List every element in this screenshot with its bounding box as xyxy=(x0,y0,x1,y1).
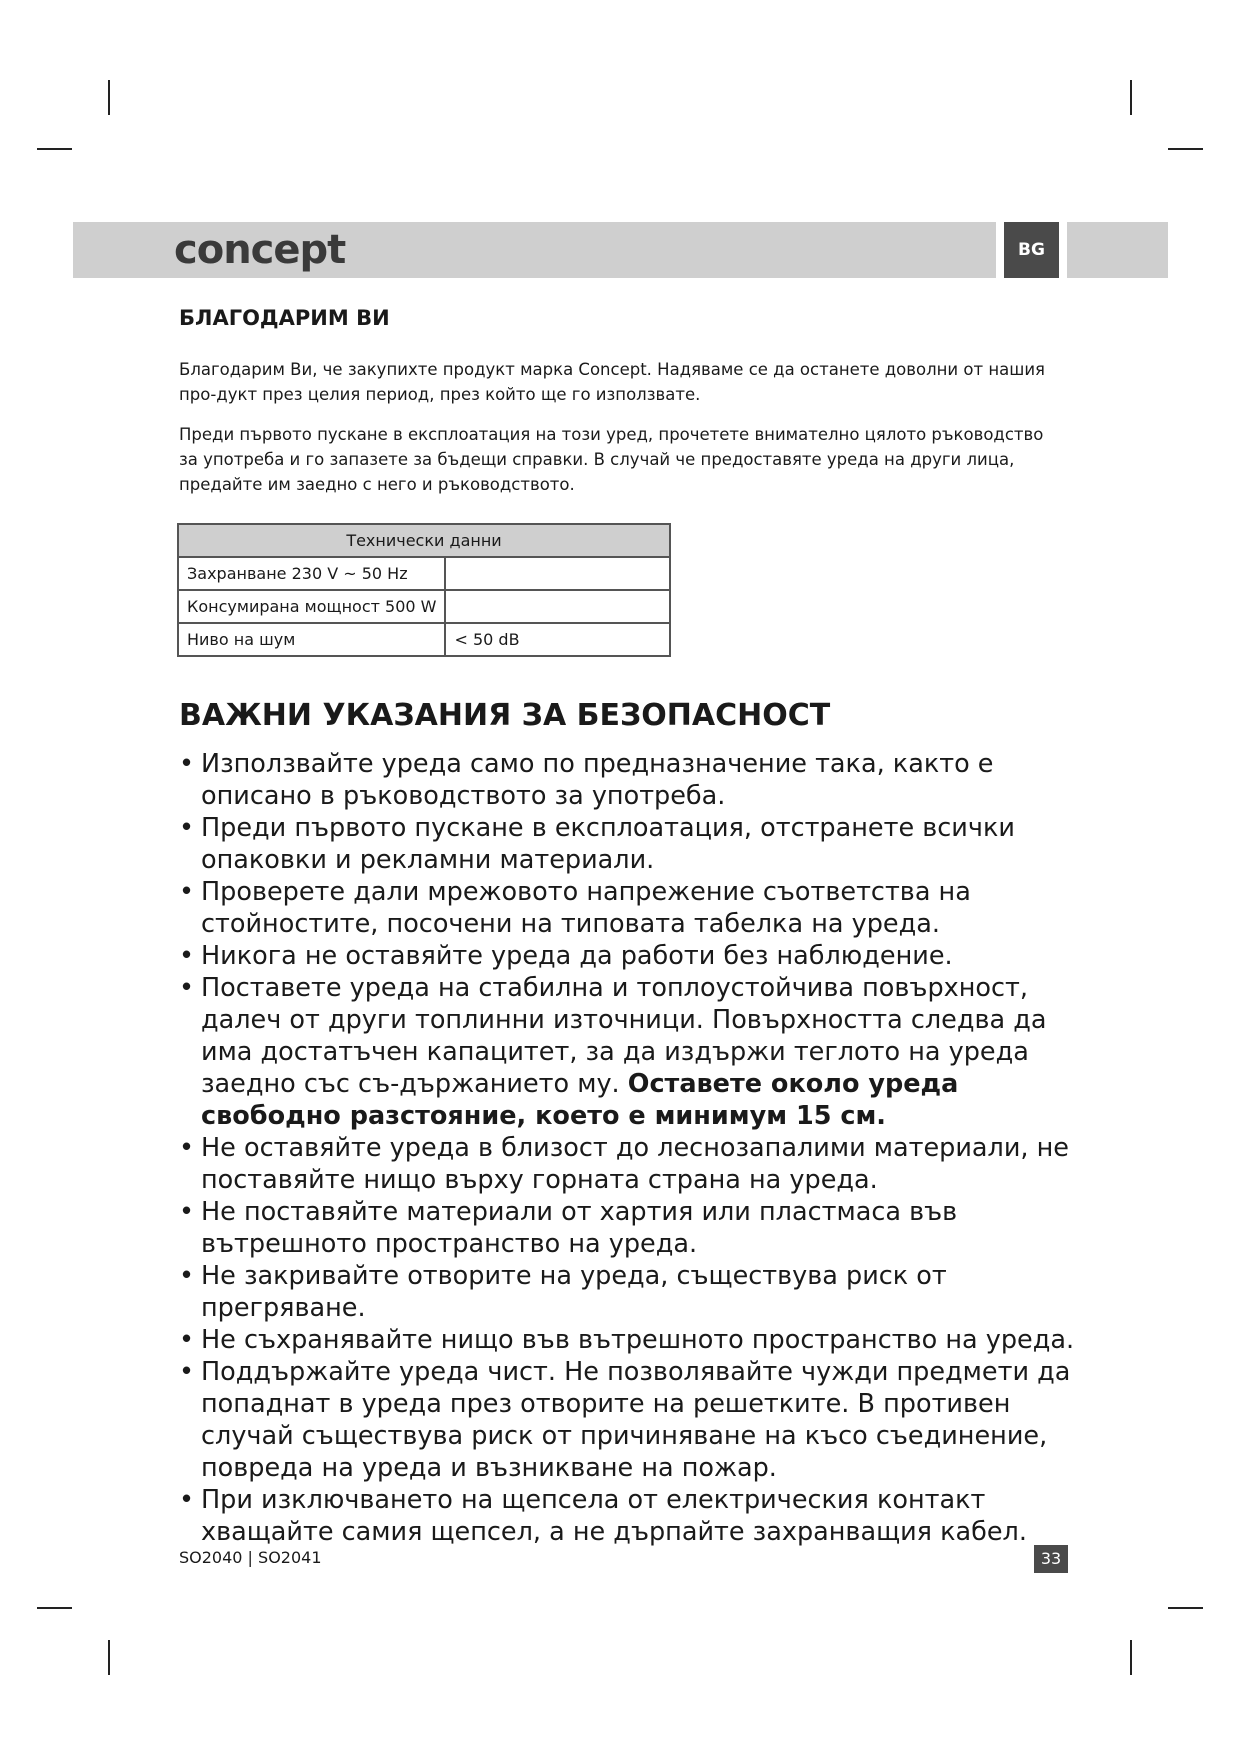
spec-value xyxy=(445,557,670,590)
safety-text: Преди първото пускане в експлоатация, отстранете всички опаковки и рекламни материали. xyxy=(201,813,1015,875)
language-badge: BG xyxy=(1004,222,1059,278)
safety-text: Поддържайте уреда чист. Не позволявайте чужди предмети да попаднат в уреда през отворите на решетките. В противен случай съществува риск от причиняване на късо съединение, повреда на уреда и възникване на пожар. xyxy=(201,1357,1071,1483)
bullet-icon: • xyxy=(179,1261,195,1291)
spec-label: Ниво на шум xyxy=(178,623,445,656)
intro-paragraph: Преди първото пускане в експлоатация на този уред, прочетете внимателно цялото ръководство за употреба и го запазете за бъдещи справки. В случай че предоставяте уреда на други лица, предайте им заедно с него и ръководството. xyxy=(179,425,1044,494)
bullet-icon: • xyxy=(179,1197,195,1227)
bullet-icon: • xyxy=(179,813,195,843)
safety-text: Не оставяйте уреда в близост до леснозапалими материали, не поставяйте нищо върху горната страна на уреда. xyxy=(201,1133,1069,1195)
crop-mark xyxy=(1130,80,1132,115)
brand-logo: concept xyxy=(174,227,346,273)
spec-value: < 50 dB xyxy=(445,623,670,656)
list-item xyxy=(179,1324,1094,1356)
bullet-icon: • xyxy=(179,1357,195,1387)
intro-paragraph: Благодарим Ви, че закупихте продукт марка Concept. Надяваме се да останете доволни от нашия про-дукт през целия период, през който ще го използвате. xyxy=(179,360,1045,404)
safety-bold-text: Оставете около уреда свободно разстояние, което е минимум 15 см. xyxy=(201,1069,959,1131)
safety-text: Не поставяйте материали от хартия или пластмаса във вътрешното пространство на уреда. xyxy=(201,1197,958,1259)
table-row xyxy=(178,590,670,623)
spec-value xyxy=(445,590,670,623)
safety-text: Използвайте уреда само по предназначение така, както е описано в ръководството за употреба. xyxy=(201,749,994,811)
crop-mark xyxy=(37,1607,72,1609)
bullet-icon: • xyxy=(179,877,195,907)
safety-text: Поставете уреда на стабилна и топлоустойчива повърхност, далеч от други топлинни източници. Повърхността следва да има достатъчен капацитет, за да издържи теглото на уреда заедно със съ-държанието му. xyxy=(201,973,1047,1099)
bullet-icon: • xyxy=(179,1133,195,1163)
crop-mark xyxy=(108,1640,110,1675)
list-item xyxy=(179,1484,1094,1548)
list-item xyxy=(179,1196,1094,1260)
bullet-icon: • xyxy=(179,973,195,1003)
list-item xyxy=(179,748,1094,812)
spec-table-title: Технически данни xyxy=(178,524,670,557)
spec-label: Консумирана мощност 500 W xyxy=(178,590,445,623)
bullet-icon: • xyxy=(179,1485,195,1515)
crop-mark xyxy=(1130,1640,1132,1675)
safety-heading: ВАЖНИ УКАЗАНИЯ ЗА БЕЗОПАСНОСТ xyxy=(179,698,831,733)
safety-text: Не съхранявайте нищо във вътрешното пространство на уреда. xyxy=(201,1325,1075,1355)
spec-label: Захранване 230 V ~ 50 Hz xyxy=(178,557,445,590)
header-divider xyxy=(1059,222,1067,278)
table-row xyxy=(178,557,670,590)
safety-text: Проверете дали мрежовото напрежение съответства на стойностите, посочени на типовата табелка на уреда. xyxy=(201,877,971,939)
bullet-icon: • xyxy=(179,749,195,779)
list-item xyxy=(179,876,1094,940)
crop-mark xyxy=(1168,1607,1203,1609)
list-item xyxy=(179,1260,1094,1324)
crop-mark xyxy=(1168,148,1203,150)
safety-text: Никога не оставяйте уреда да работи без наблюдение. xyxy=(201,941,953,971)
page-number: 33 xyxy=(1034,1545,1068,1573)
bullet-icon: • xyxy=(179,941,195,971)
list-item xyxy=(179,940,1094,972)
model-number: SO2040 | SO2041 xyxy=(179,1548,322,1567)
list-item xyxy=(179,1356,1094,1484)
spec-table xyxy=(177,523,671,657)
crop-mark xyxy=(37,148,72,150)
safety-text: При изключването на щепсела от електрическия контакт хващайте самия щепсел, а не дърпайте захранващия кабел. xyxy=(201,1485,1027,1547)
safety-list xyxy=(179,748,1094,1548)
list-item xyxy=(179,1132,1094,1196)
crop-mark xyxy=(108,80,110,115)
thanks-heading: БЛАГОДАРИМ ВИ xyxy=(179,306,390,330)
header-divider xyxy=(996,222,1004,278)
list-item xyxy=(179,972,1094,1132)
list-item xyxy=(179,812,1094,876)
table-row xyxy=(178,623,670,656)
bullet-icon: • xyxy=(179,1325,195,1355)
safety-text: Не закривайте отворите на уреда, съществува риск от прегряване. xyxy=(201,1261,947,1323)
